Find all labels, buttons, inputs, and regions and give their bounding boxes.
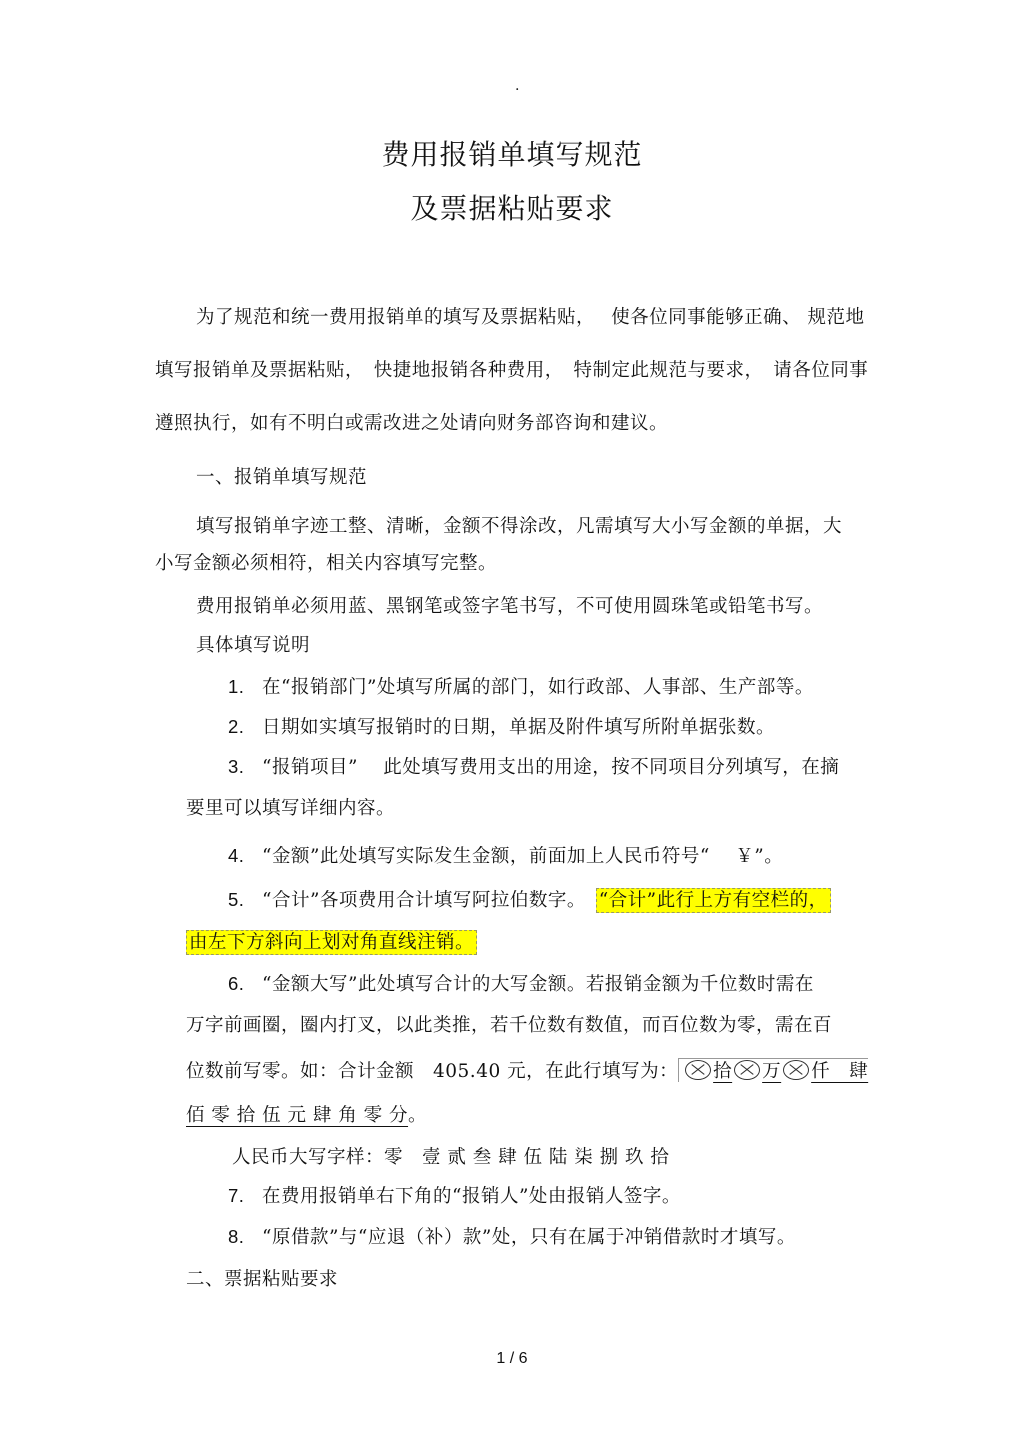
list-item <box>228 970 814 996</box>
list-item <box>228 673 814 699</box>
item-continuation: 要里可以填写详细内容。 <box>186 798 396 819</box>
section1-subheading: 具体填写说明 <box>196 635 311 656</box>
item-number: 5. <box>228 889 245 910</box>
item-number: 3. <box>228 756 245 777</box>
list-item <box>228 886 831 912</box>
item-text: 日期如实填写报销时的日期，单据及附件填写所附单据张数。 <box>262 717 776 738</box>
amount-fill-example <box>678 1058 868 1082</box>
highlighted-note-part2: 由左下方斜向上划对角直线注销。 <box>186 930 477 955</box>
item-text: “报销项目” 此处填写费用支出的用途，按不同项目分列填写，在摘 <box>262 757 840 778</box>
item-continuation <box>186 1057 868 1083</box>
page-title-line1: 费用报销单填写规范 <box>381 138 643 171</box>
intro-line-3: 遵照执行，如有不明白或需改进之处请向财务部咨询和建议。 <box>155 413 669 434</box>
section1-para1-line1: 填写报销单字迹工整、清晰，金额不得涂改，凡需填写大小写金额的单据，大 <box>196 516 843 537</box>
list-item <box>228 1223 796 1249</box>
item-number: 8. <box>228 1226 245 1247</box>
unit-wan: 万 <box>762 1061 782 1082</box>
item-text: “金额大写”此处填写合计的大写金额。若报销金额为千位数时需在 <box>262 974 814 995</box>
section1-heading: 一、报销单填写规范 <box>196 467 368 488</box>
item-number: 7. <box>228 1185 245 1206</box>
section1-para1-line2: 小写金额必须相符，相关内容填写完整。 <box>155 553 498 574</box>
item-continuation: 万字前画圈，圈内打叉，以此类推，若千位数有数值，而百位数为零，需在百 <box>186 1015 833 1036</box>
crossed-circle-icon <box>685 1060 711 1080</box>
item-text: “合计”各项费用合计填写阿拉伯数字。 <box>262 890 577 911</box>
list-item <box>228 713 775 739</box>
item-continuation <box>186 1101 427 1127</box>
amount-fill-example-line2: 佰 零 拾 伍 元 肆 角 零 分 <box>186 1105 409 1126</box>
item-text: “金额”此处填写实际发生金额，前面加上人民币符号“ ￥”。 <box>262 846 784 867</box>
page-title-line2: 及票据粘贴要求 <box>410 192 614 225</box>
item-text: “原借款”与“应退（补）款”处，只有在属于冲销借款时才填写。 <box>262 1227 796 1248</box>
crossed-circle-icon <box>783 1060 809 1080</box>
highlighted-note-part1: “合计”此行上方有空栏的， <box>596 888 831 913</box>
item-continuation <box>186 928 477 954</box>
header-dot: . <box>515 78 520 94</box>
section1-para2: 费用报销单必须用蓝、黑钢笔或签字笔书写，不可使用圆珠笔或铅笔书写。 <box>196 596 824 617</box>
item-text: 在“报销部门”处填写所属的部门，如行政部、人事部、生产部等。 <box>262 677 814 698</box>
item-number: 2. <box>228 716 245 737</box>
crossed-circle-icon <box>734 1060 760 1080</box>
item-number: 4. <box>228 845 245 866</box>
item-text: 在费用报销单右下角的“报销人”处由报销人签字。 <box>262 1186 681 1207</box>
list-item <box>228 753 839 779</box>
unit-shi: 拾 <box>713 1061 733 1082</box>
example-end: 。 <box>408 1105 428 1126</box>
intro-line-2: 填写报销单及票据粘贴， 快捷地报销各种费用， 特制定此规范与要求， 请各位同事 <box>155 360 869 381</box>
intro-line-1: 为了规范和统一费用报销单的填写及票据粘贴， 使各位同事能够正确、 规范地 <box>196 307 865 328</box>
rmb-sample: 人民币大写字样：零 壹 贰 叁 肆 伍 陆 柒 捌 玖 拾 <box>232 1147 670 1168</box>
unit-qian: 仟 肆 <box>811 1061 869 1082</box>
page-number: 1 / 6 <box>496 1350 528 1367</box>
list-item <box>228 842 783 868</box>
section2-heading: 二、票据粘贴要求 <box>186 1269 339 1290</box>
item-number: 6. <box>228 973 245 994</box>
list-item <box>228 1182 681 1208</box>
item-text: 位数前写零。如：合计金额 405.40 元，在此行填写为： <box>186 1061 679 1082</box>
item-number: 1. <box>228 676 245 697</box>
